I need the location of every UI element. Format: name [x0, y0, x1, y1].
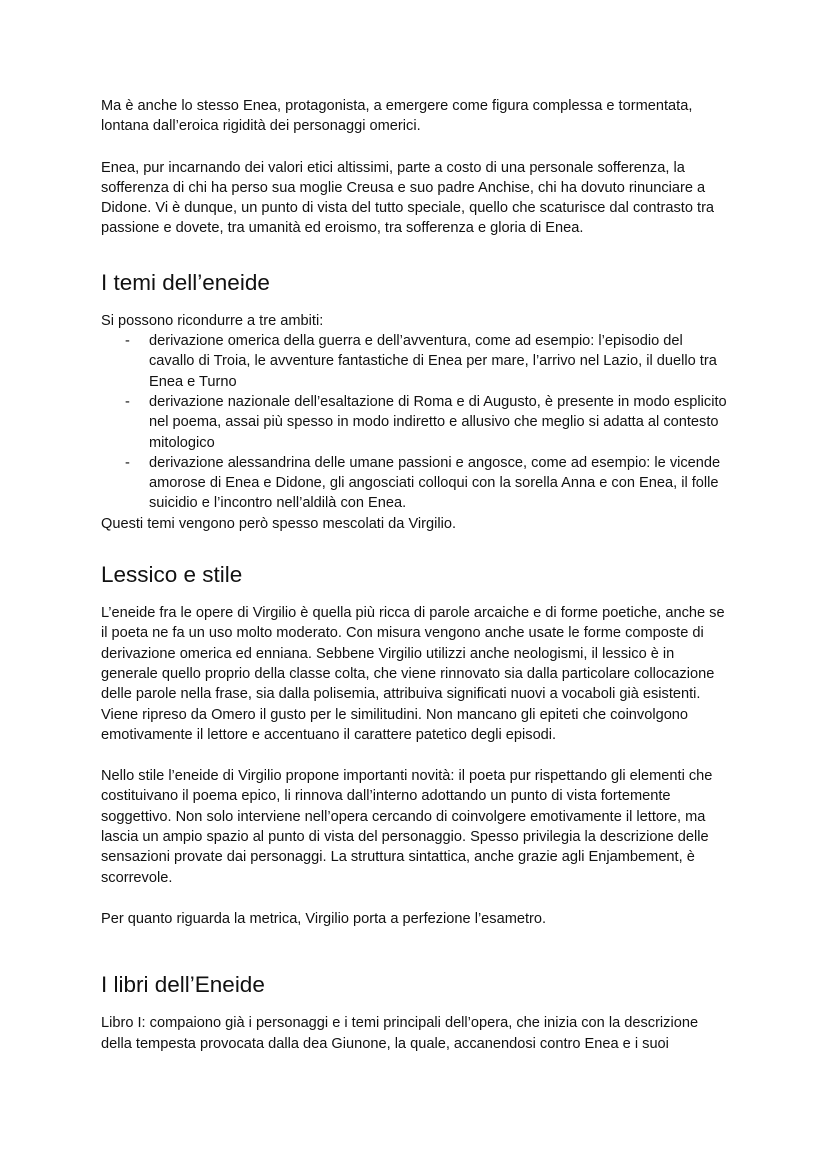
section-heading-libri: I libri dell’Eneide [101, 972, 265, 998]
list-item-text: derivazione nazionale dell’esaltazione di Roma e di Augusto, è presente in modo esplicito nel poema, assai più spesso in modo indiretto e allusivo che meglio si adatta al contesto mitologico [149, 393, 727, 451]
list-item-text: derivazione omerica della guerra e dell’avventura, come ad esempio: l’episodio del cavallo di Troia, le avventure fantastiche di Enea per mare, l’arrivo nel Lazio, il duello tra Enea e Turno [149, 333, 717, 390]
temi-lead: Si possono ricondurre a tre ambiti: [101, 312, 324, 329]
intro-paragraph-1: Ma è anche lo stesso Enea, protagonista, a emergere come figura complessa e tormentata, lontana dall’eroica rigidità dei personaggi omerici. [101, 98, 693, 135]
temi-closing: Questi temi vengono però spesso mescolati da Virgilio. [101, 515, 457, 532]
temi-list [101, 331, 729, 514]
dash-bullet: - [125, 454, 130, 471]
lessico-paragraph-2: Nello stile l’eneide di Virgilio propone importanti novità: il poeta pur rispettando gli elementi che costituivano il poema epico, li rinnova dall’interno adottando un punto di vista fortemente soggettivo. Non solo interviene nell’opera cercando di coinvolgere emotivamente il lettore, ma lascia un ampio spazio al punto di vista del personaggio. Spesso privilegia la descrizione delle sensazioni provate dai personaggi. La struttura sintattica, anche grazie agli Enjambement, è scorrevole. [101, 768, 713, 886]
list-item-text: derivazione alessandrina delle umane passioni e angosce, come ad esempio: le vicende amorose di Enea e Didone, gli angosciati colloqui con la sorella Anna e con Enea, il folle suicidio e l’incontro nell’aldilà con Enea. [149, 454, 721, 512]
list-item [125, 453, 729, 514]
dash-bullet: - [125, 393, 130, 410]
intro-paragraph-2: Enea, pur incarnando dei valori etici altissimi, parte a costo di una personale sofferenza, la sofferenza di chi ha perso sua moglie Creusa e suo padre Anchise, chi ha dovuto rinunciare a Didone. Vi è dunque, un punto di vista del tutto speciale, quello che scaturisce dal contrasto tra passione e dovete, tra umanità ed eroismo, tra sofferenza e gloria di Enea. [101, 159, 715, 237]
lessico-paragraph-3: Per quanto riguarda la metrica, Virgilio porta a perfezione l’esametro. [101, 910, 547, 927]
dash-bullet: - [125, 333, 130, 350]
list-item [125, 331, 729, 392]
section-heading-temi: I temi dell’eneide [101, 269, 270, 295]
document-page [101, 96, 729, 1054]
list-item [125, 392, 729, 453]
section-heading-lessico: Lessico e stile [101, 562, 243, 588]
libri-paragraph-1: Libro I: compaiono già i personaggi e i temi principali dell’opera, che inizia con la descrizione della tempesta provocata dalla dea Giunone, la quale, accanendosi contro Enea e i suoi [101, 1015, 699, 1052]
lessico-paragraph-1: L’eneide fra le opere di Virgilio è quella più ricca di parole arcaiche e di forme poetiche, anche se il poeta ne fa un uso molto moderato. Con misura vengono anche usate le forme composte di derivazione omerica ed enniana. Sebbene Virgilio utilizzi anche neologismi, il lessico è in generale quello proprio della classe colta, che viene rinnovato sia dalla particolare collocazione delle parole nella frase, sia dalla polisemia, attribuiva significati nuovi a vocaboli già esistenti. Viene ripreso da Omero il gusto per le similitudini. Non mancano gli epiteti che coinvolgono emotivamente il lettore e accentuano il carattere patetico degli episodi. [101, 605, 725, 743]
